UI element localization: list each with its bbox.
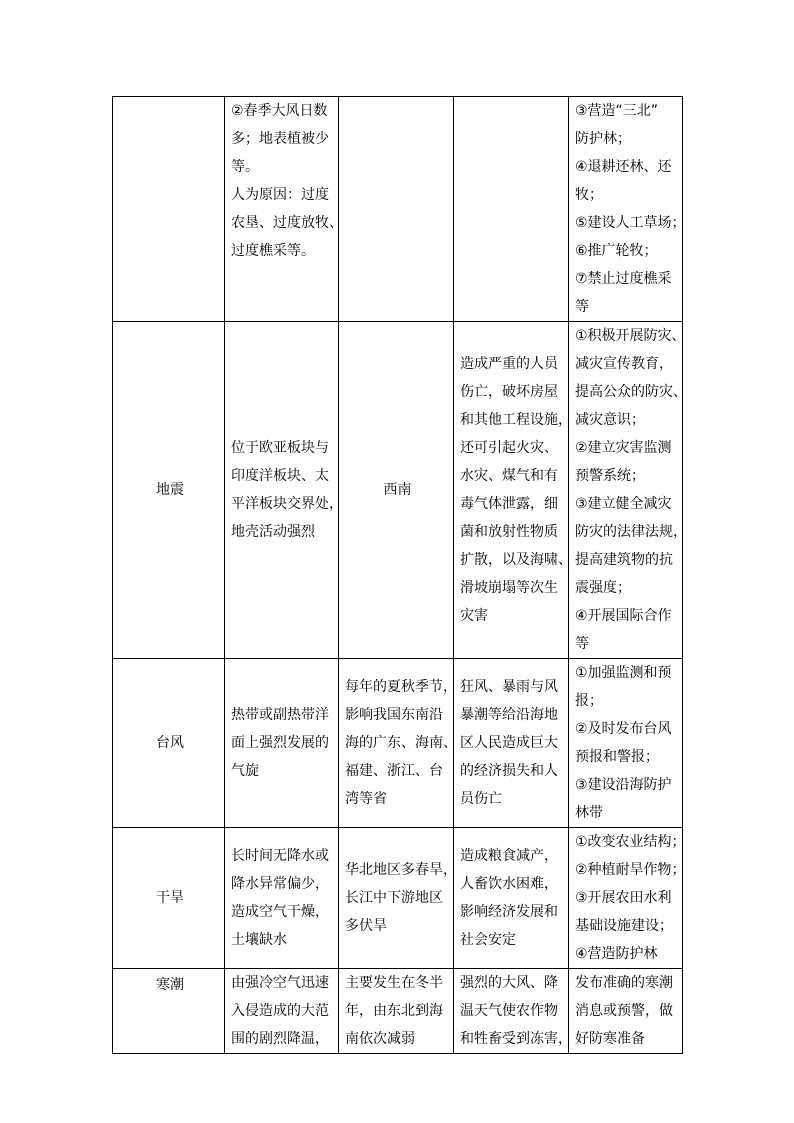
harm-line: 影响经济发展和 — [460, 904, 558, 920]
cause-line: 土壤缺水 — [231, 932, 287, 948]
disaster-name-cell — [113, 97, 225, 322]
harm-line: 员伤亡 — [460, 791, 502, 807]
cause-cell — [225, 322, 343, 659]
cause-line: 等。 — [231, 159, 259, 175]
cause-line: ②春季大风日数 — [231, 103, 328, 119]
harm-line: 社会安定 — [460, 932, 516, 948]
measures-cell — [569, 969, 683, 1054]
harm-line: 滑坡崩塌等次生 — [460, 580, 558, 596]
measures-cell — [569, 659, 683, 828]
harm-line: 狂风、暴雨与风 — [460, 679, 558, 695]
region-line: 长江中下游地区 — [345, 890, 443, 906]
disaster-name: 寒潮 — [156, 977, 184, 993]
harm-cell — [454, 322, 572, 659]
table-row-cold-wave — [113, 969, 683, 1054]
measure-line: 基础设施建设； — [575, 918, 673, 934]
cause-cell — [225, 828, 339, 969]
region-line: 西南 — [383, 482, 412, 498]
table-row-desertification — [113, 97, 683, 322]
table-row-earthquake — [113, 322, 683, 659]
region-cell — [339, 969, 454, 1054]
harm-line: 温天气使农作物 — [460, 1003, 558, 1019]
harm-line: 区人民造成巨大 — [460, 735, 558, 751]
harm-line: 造成粮食减产， — [460, 848, 558, 864]
measure-line: ④开展国际合作 — [575, 608, 672, 624]
harm-cell — [454, 969, 572, 1054]
region-line: 海的广东、海南、 — [345, 735, 457, 751]
measure-line: ⑦禁止过度樵采 — [575, 271, 672, 287]
harm-line: 人畜饮水困难， — [460, 876, 558, 892]
harm-line: 扩散，以及海啸、 — [460, 552, 572, 568]
disaster-name-cell — [113, 659, 225, 828]
measure-line: ③开展农田水利 — [575, 890, 672, 906]
measure-line: 提高公众的防灾、 — [575, 384, 687, 400]
harm-line: 和牲畜受到冻害， — [460, 1031, 572, 1047]
measure-line: 减灾意识； — [575, 412, 645, 428]
harm-line: 强烈的大风、降 — [460, 975, 558, 991]
harm-line: 灾害 — [460, 608, 488, 624]
measure-line: ①积极开展防灾、 — [575, 328, 686, 344]
measure-line: 提高建筑物的抗 — [575, 552, 673, 568]
measure-line: ④营造防护林 — [575, 946, 658, 962]
region-line: 多伏旱 — [345, 918, 387, 934]
cause-cell — [225, 659, 339, 828]
region-line: 影响我国东南沿 — [345, 707, 443, 723]
cause-line: 围的剧烈降温， — [231, 1031, 329, 1047]
measure-line: ③营造“三北” — [575, 103, 659, 119]
measure-line: 好防寒准备 — [575, 1031, 645, 1047]
measure-line: 等 — [575, 299, 589, 315]
cause-line: 降水异常偏少， — [231, 876, 329, 892]
measure-line: 牧； — [575, 187, 603, 203]
measure-line: ②建立灾害监测 — [575, 440, 672, 456]
measures-cell — [569, 97, 686, 322]
measure-line: 防灾的法律法规， — [575, 524, 687, 540]
harm-line: 的经济损失和人 — [460, 763, 558, 779]
disaster-name: 台风 — [156, 735, 184, 751]
cause-line: 由强冷空气迅速 — [231, 975, 329, 991]
region-line: 每年的夏秋季节， — [345, 679, 457, 695]
region-line: 南依次减弱 — [345, 1031, 415, 1047]
cause-line: 面上强烈发展的 — [231, 735, 329, 751]
measure-line: 等 — [575, 636, 589, 652]
measure-line: ①改变农业结构； — [575, 834, 686, 850]
cause-line: 造成空气干燥， — [231, 904, 329, 920]
region-cell — [339, 828, 457, 969]
measure-line: 震强度； — [575, 580, 631, 596]
harm-line: 造成严重的人员 — [460, 356, 558, 372]
cause-line: 位于欧亚板块与 — [231, 440, 329, 456]
region-line: 年，由东北到海 — [345, 1003, 443, 1019]
measure-line: ①加强监测和预 — [575, 665, 672, 681]
table-row-drought — [113, 828, 683, 969]
disaster-table — [112, 96, 687, 1054]
region-cell — [339, 97, 454, 322]
measure-line: 发布准确的寒潮 — [575, 975, 673, 991]
disaster-name: 地震 — [156, 482, 184, 498]
measures-cell — [569, 828, 686, 969]
table-row-typhoon — [113, 659, 683, 828]
cause-line: 人为原因：过度 — [231, 187, 329, 203]
harm-line: 暴潮等给沿海地 — [460, 707, 558, 723]
disaster-name: 干旱 — [156, 890, 184, 906]
harm-line: 和其他工程设施， — [460, 412, 572, 428]
cause-cell — [225, 969, 339, 1054]
region-line: 湾等省 — [345, 791, 387, 807]
harm-line: 还可引起火灾、 — [460, 440, 558, 456]
region-line: 华北地区多春旱， — [345, 862, 457, 878]
measure-line: 减灾宣传教育， — [575, 356, 673, 372]
region-cell — [339, 322, 454, 659]
measure-line: 预警系统； — [575, 468, 645, 484]
cause-line: 热带或副热带洋 — [231, 707, 329, 723]
harm-line: 菌和放射性物质 — [460, 524, 558, 540]
measures-cell — [569, 322, 687, 659]
disaster-name-cell — [113, 322, 225, 659]
cause-line: 多；地表植被少 — [231, 131, 329, 147]
region-line: 主要发生在冬半 — [345, 975, 443, 991]
measure-line: ②种植耐旱作物； — [575, 862, 686, 878]
measure-line: ⑤建设人工草场； — [575, 215, 686, 231]
cause-line: 印度洋板块、太 — [231, 468, 329, 484]
measure-line: 林带 — [575, 805, 603, 821]
region-cell — [339, 659, 457, 828]
measure-line: ④退耕还林、还 — [575, 159, 672, 175]
harm-line: 毒气体泄露，细 — [460, 496, 558, 512]
disaster-name-cell — [113, 828, 225, 969]
measure-line: 预报和警报； — [575, 749, 659, 765]
cause-line: 地壳活动强烈 — [231, 524, 315, 540]
measure-line: ③建设沿海防护 — [575, 777, 672, 793]
cause-line: 农垦、过度放牧、 — [231, 215, 343, 231]
cause-line: 长时间无降水或 — [231, 848, 329, 864]
harm-line: 水灾、煤气和有 — [460, 468, 558, 484]
region-line: 福建、浙江、台 — [345, 763, 443, 779]
cause-line: 过度樵采等。 — [231, 243, 315, 259]
harm-cell — [454, 828, 569, 969]
measure-line: ③建立健全减灾 — [575, 496, 672, 512]
harm-line: 伤亡，破坏房屋 — [460, 384, 558, 400]
measure-line: ②及时发布台风 — [575, 721, 672, 737]
measure-line: 报； — [575, 693, 603, 709]
cause-line: 气旋 — [231, 763, 259, 779]
harm-cell — [454, 659, 569, 828]
disaster-name-cell — [113, 969, 225, 1054]
harm-cell — [454, 97, 569, 322]
measure-line: 防护林； — [575, 131, 631, 147]
measure-line: ⑥推广轮牧； — [575, 243, 658, 259]
cause-line: 入侵造成的大范 — [231, 1003, 329, 1019]
measure-line: 消息或预警，做 — [575, 1003, 673, 1019]
cause-cell — [225, 97, 343, 322]
cause-line: 平洋板块交界处， — [231, 496, 343, 512]
